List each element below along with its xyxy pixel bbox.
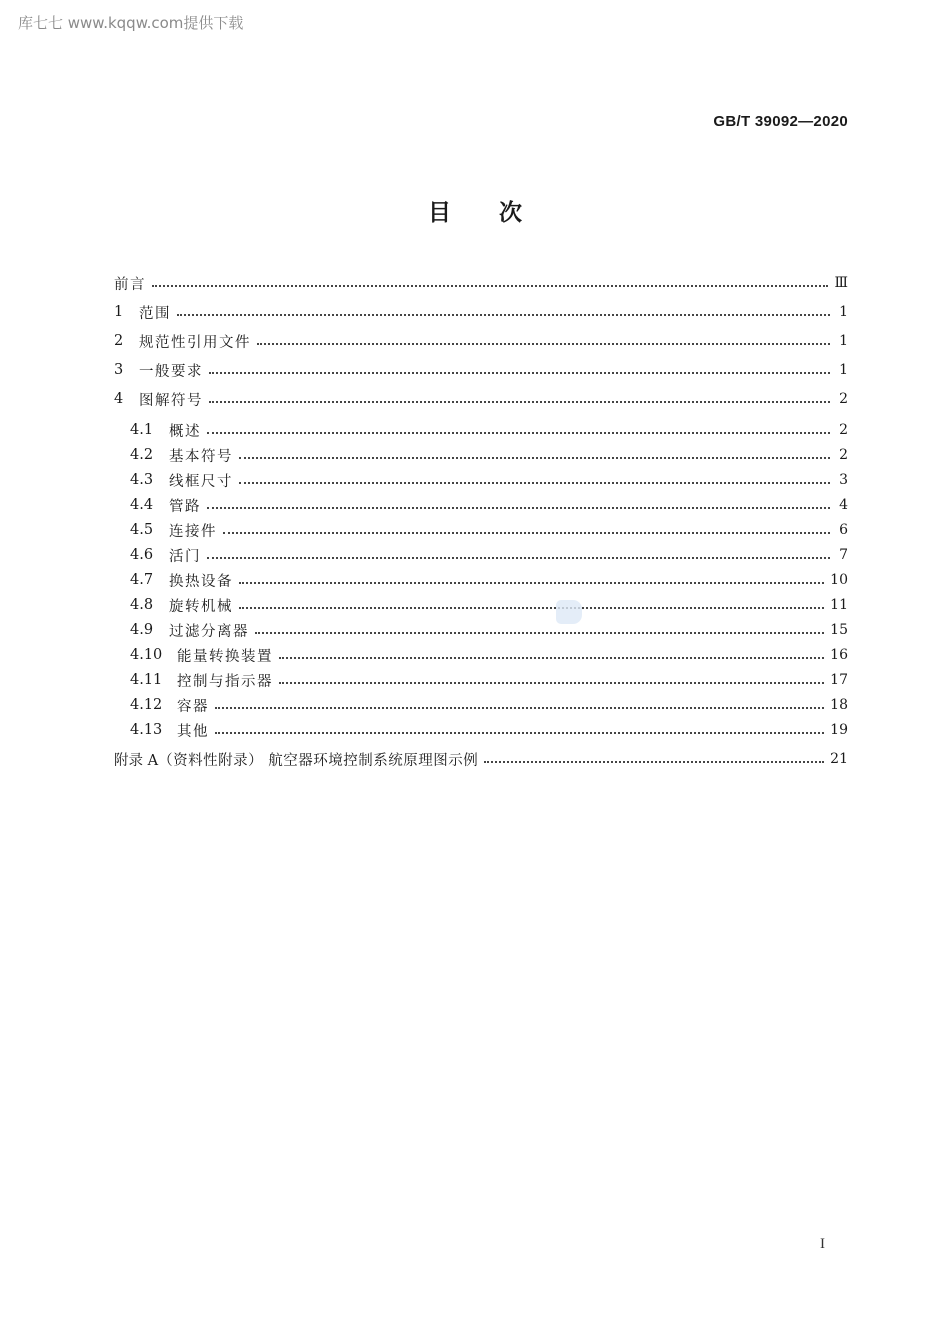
leader-dots	[215, 706, 824, 709]
toc-entry-label: 范围	[139, 305, 171, 322]
toc-entry-number: 4.12	[130, 697, 163, 713]
toc-entry-page: 2	[839, 391, 848, 407]
leader-dots	[207, 556, 830, 559]
leader-dots	[239, 581, 824, 584]
toc-entry-label: 控制与指示器	[177, 673, 273, 690]
toc-entry-4-4[interactable]	[130, 492, 848, 518]
toc-entry-label: 前言	[114, 276, 146, 293]
toc-entry-page: 2	[839, 447, 848, 463]
toc-entry-page: 6	[839, 522, 848, 538]
toc-entry-label: 旋转机械	[169, 598, 233, 615]
toc-entry-4-11[interactable]	[130, 667, 848, 693]
leader-dots	[279, 656, 824, 659]
toc-entry-4-7[interactable]	[130, 567, 848, 593]
toc-entry-number: 4.4	[130, 497, 154, 513]
toc-entry-4-1[interactable]	[130, 417, 848, 443]
toc-entry-4-6[interactable]	[130, 542, 848, 568]
toc-entry-4-10[interactable]	[130, 642, 848, 668]
leader-dots	[177, 313, 830, 316]
toc-entry-number: 4.5	[130, 522, 154, 538]
toc-entry-page: 1	[839, 362, 848, 378]
toc-entry-4-2[interactable]	[130, 442, 848, 468]
toc-entry-label: 能量转换装置	[177, 648, 273, 665]
toc-entry-label: 连接件	[169, 523, 217, 540]
toc-entry-number: 1	[114, 304, 124, 320]
toc-entry-label: 管路	[169, 498, 201, 515]
toc-entry-number: 4	[114, 391, 124, 407]
leader-dots	[239, 481, 830, 484]
toc-entry-label: 图解符号	[139, 392, 203, 409]
leader-dots	[209, 371, 830, 374]
toc-entry-page: 1	[839, 333, 848, 349]
toc-entry-page: Ⅲ	[834, 275, 848, 291]
toc-entry-number: 4.1	[130, 422, 154, 438]
leader-dots	[207, 506, 830, 509]
toc-entry-label: 概述	[169, 423, 201, 440]
toc-entry-4[interactable]	[114, 386, 848, 412]
leader-dots	[207, 431, 830, 434]
toc-entry-3[interactable]	[114, 357, 848, 383]
toc-entry-label: 其他	[177, 723, 209, 740]
leader-dots	[279, 681, 824, 684]
leader-dots	[484, 760, 824, 763]
faint-logo-mark	[556, 600, 582, 624]
toc-entry-number: 4.7	[130, 572, 154, 588]
toc-entry-4-3[interactable]	[130, 467, 848, 493]
toc-entry-label: 过滤分离器	[169, 623, 249, 640]
toc-title: 目次	[428, 200, 570, 226]
toc-entry-page: 19	[830, 722, 848, 738]
toc-entry-number: 4.3	[130, 472, 154, 488]
toc-entry-number: 3	[114, 362, 124, 378]
toc-entry-page: 4	[839, 497, 848, 513]
leader-dots	[257, 342, 830, 345]
toc-entry-4-13[interactable]	[130, 717, 848, 743]
leader-dots	[223, 531, 830, 534]
toc-entry-number: 4.9	[130, 622, 154, 638]
toc-entry-label: 规范性引用文件	[139, 334, 251, 351]
toc-entry-page: 7	[839, 547, 848, 563]
toc-entry-label: 一般要求	[139, 363, 203, 380]
leader-dots	[255, 631, 824, 634]
toc-entry-label: （资料性附录） 航空器环境控制系统原理图示例	[158, 752, 479, 769]
toc-entry-number: 附录 A	[114, 752, 159, 769]
toc-entry-label: 基本符号	[169, 448, 233, 465]
toc-entry-label: 线框尺寸	[169, 473, 233, 490]
leader-dots	[209, 400, 830, 403]
watermark-text: 库七七 www.kqqw.com提供下载	[18, 14, 244, 32]
toc-entry-4-8[interactable]	[130, 592, 848, 618]
toc-entry-label: 容器	[177, 698, 209, 715]
toc-entry-page: 15	[830, 622, 848, 638]
toc-entry-4-5[interactable]	[130, 517, 848, 543]
toc-entry-number: 4.10	[130, 647, 163, 663]
toc-entry-number: 4.11	[130, 672, 163, 688]
toc-entry-page: 16	[830, 647, 848, 663]
leader-dots	[239, 456, 830, 459]
toc-entry-1[interactable]	[114, 299, 848, 325]
toc-entry-number: 4.8	[130, 597, 154, 613]
toc-entry-page: 21	[830, 751, 848, 767]
leader-dots	[239, 606, 824, 609]
toc-entry-page: 18	[830, 697, 848, 713]
toc-entry-number: 2	[114, 333, 124, 349]
toc-entry-label: 活门	[169, 548, 201, 565]
toc-entry-annex-a[interactable]	[114, 746, 848, 772]
toc-entry-label: 换热设备	[169, 573, 233, 590]
toc-entry-foreword[interactable]	[114, 270, 848, 296]
toc-entry-page: 2	[839, 422, 848, 438]
toc-entry-page: 17	[830, 672, 848, 688]
toc-entry-4-12[interactable]	[130, 692, 848, 718]
toc-entry-page: 10	[830, 572, 848, 588]
toc-entry-page: 3	[839, 472, 848, 488]
page-number: I	[820, 1236, 825, 1252]
toc-entry-4-9[interactable]	[130, 617, 848, 643]
leader-dots	[215, 731, 824, 734]
toc-entry-2[interactable]	[114, 328, 848, 354]
toc-entry-page: 11	[830, 597, 848, 613]
toc-entry-number: 4.2	[130, 447, 154, 463]
leader-dots	[152, 284, 828, 287]
toc-entry-number: 4.6	[130, 547, 154, 563]
toc-entry-page: 1	[839, 304, 848, 320]
standard-number: GB/T 39092—2020	[713, 113, 848, 130]
toc-entry-number: 4.13	[130, 722, 163, 738]
